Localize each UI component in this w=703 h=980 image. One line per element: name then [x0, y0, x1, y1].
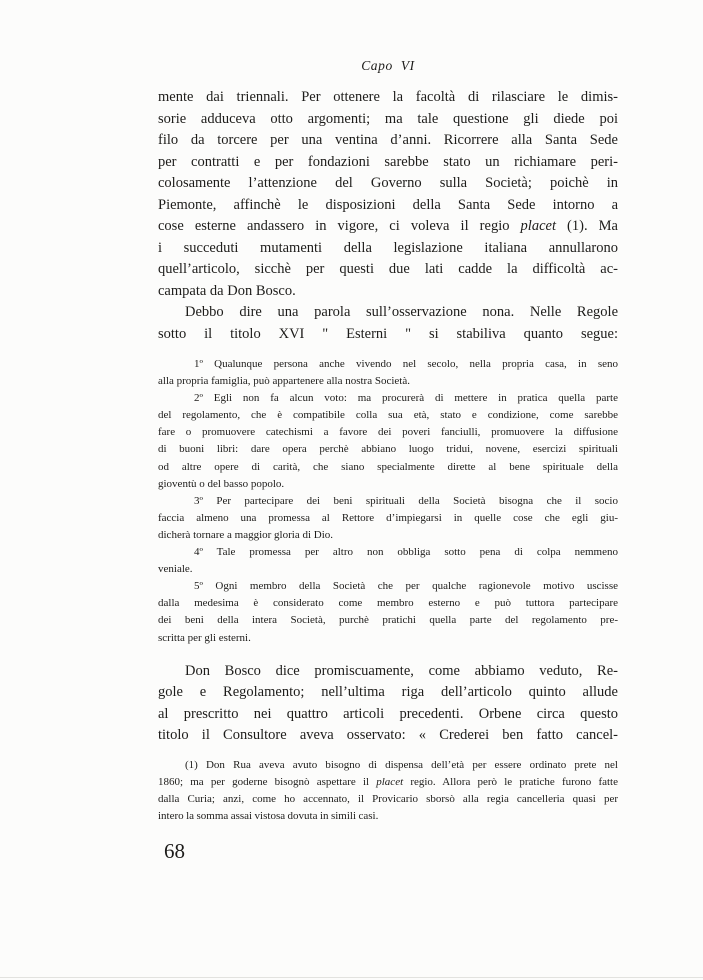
text-line: quell’articolo, sicchè per questi due lati cadde la difficoltà ac-: [158, 261, 618, 277]
text-line: campata da Don Bosco.: [158, 282, 296, 299]
text-line: filo da torcere per una ventina d’anni. Ricorrere alla Santa Sede: [158, 132, 618, 148]
text-line: cose esterne andassero in vigore, ci voleva il regio placet (1). Ma: [158, 218, 618, 234]
text-line: sorie adduceva otto argomenti; ma tale questione gli diede poi: [158, 110, 618, 127]
text-line: 1860; ma per goderne bisognò aspettare il placet regio. Allora però le pratiche furono fatte: [158, 775, 618, 788]
excerpt-item-3: [158, 493, 618, 544]
text-line: Piemonte, affinchè le disposizioni della Santa Sede intorno a: [158, 196, 618, 213]
text-line: Debbo dire una parola sull’osservazione nona. Nelle Regole: [185, 304, 618, 320]
text-line: gioventù o del basso popolo.: [158, 477, 285, 490]
text-line: 5º Ogni membro della Società che per qualche ragionevole motivo uscisse: [194, 580, 618, 593]
text-line: sotto il titolo XVI " Esterni " si stabiliva quanto segue:: [158, 325, 618, 342]
text-line: dicherà tornare a maggior gloria di Dio.: [158, 528, 334, 541]
text-line: colosamente l’attenzione del Governo sulla Società; poichè in: [158, 175, 618, 191]
excerpt-item-2: [158, 390, 618, 493]
text-line: alla propria famiglia, può appartenere alla nostra Società.: [158, 375, 410, 388]
text-line: 4º Tale promessa per altro non obbliga sotto pena di colpa nemmeno: [194, 546, 618, 559]
paragraph-continuation: [158, 87, 618, 302]
text-line: titolo il Consultore aveva osservato: « Crederei ben fatto cancel-: [158, 727, 618, 744]
text-line: al prescritto nei quattro articoli precedenti. Orbene circa questo: [158, 705, 618, 722]
text-line: del regolamento, che è compatibile colla sua età, stato e condizione, come sarebbe: [158, 409, 618, 422]
text-line: faccia almeno una promessa al Rettore d’impiegarsi in quelle cose che egli giu-: [158, 511, 618, 524]
text-line: mente dai triennali. Per ottenere la facoltà di rilasciare le dimis-: [158, 89, 618, 105]
text-line: fare o promuovere catechismi a favore dei poveri fanciulli, promuovere la diffusione: [158, 426, 618, 439]
running-header: Capo VI: [361, 58, 415, 73]
text-line: (1) Don Rua aveva avuto bisogno di dispensa dell’età per essere ordinato prete nel: [185, 758, 618, 771]
text-line: veniale.: [158, 563, 193, 576]
paragraph-don-bosco-comment: [158, 661, 618, 747]
text-line: Don Bosco dice promiscuamente, come abbiamo veduto, Re-: [185, 662, 618, 679]
text-line: 2º Egli non fa alcun voto: ma procurerà di mettere in pratica quella parte: [194, 392, 618, 405]
text-line: intero la somma assai vistosa dovuta in simili casi.: [158, 809, 379, 822]
excerpt-item-5: [158, 578, 618, 646]
text-line: 1º Qualunque persona anche vivendo nel secolo, nella propria casa, in seno: [194, 358, 618, 370]
text-line: 3º Per partecipare dei beni spirituali della Società bisogna che il socio: [194, 494, 618, 507]
footnote: [158, 757, 618, 825]
page-number: 68: [164, 838, 185, 863]
text-line: di buoni libri: dare opera perchè abbiano luogo tridui, novene, esercizi spirituali: [158, 443, 618, 456]
text-line: i succeduti mutamenti della legislazione italiana annullarono: [158, 239, 618, 256]
excerpt-item-1: [158, 356, 618, 390]
regulation-excerpt: [158, 356, 618, 647]
text-column: [158, 58, 618, 864]
text-line: dalla Curia; anzi, come ho accennato, il Provicario sborsò alla regia cancelleria quasi per: [158, 792, 618, 805]
paragraph-observation-nine: [158, 302, 618, 345]
text-line: od altre opere di carità, che siano specialmente dirette al bene spirituale della: [158, 460, 618, 473]
text-line: scritta per gli esterni.: [158, 631, 251, 644]
scan-bottom-edge: [0, 977, 703, 978]
text-line: dalla medesima è considerato come membro esterno e può tuttora partecipare: [158, 597, 618, 610]
text-line: per contratti e per fondazioni sarebbe stato un richiamare peri-: [158, 153, 618, 170]
text-line: gole e Regolamento; nell’ultima riga dell’articolo quinto allude: [158, 684, 618, 701]
excerpt-item-4: [158, 544, 618, 578]
text-line: dei beni della intera Società, purchè pratichi quella parte del regolamento pre-: [158, 614, 618, 627]
